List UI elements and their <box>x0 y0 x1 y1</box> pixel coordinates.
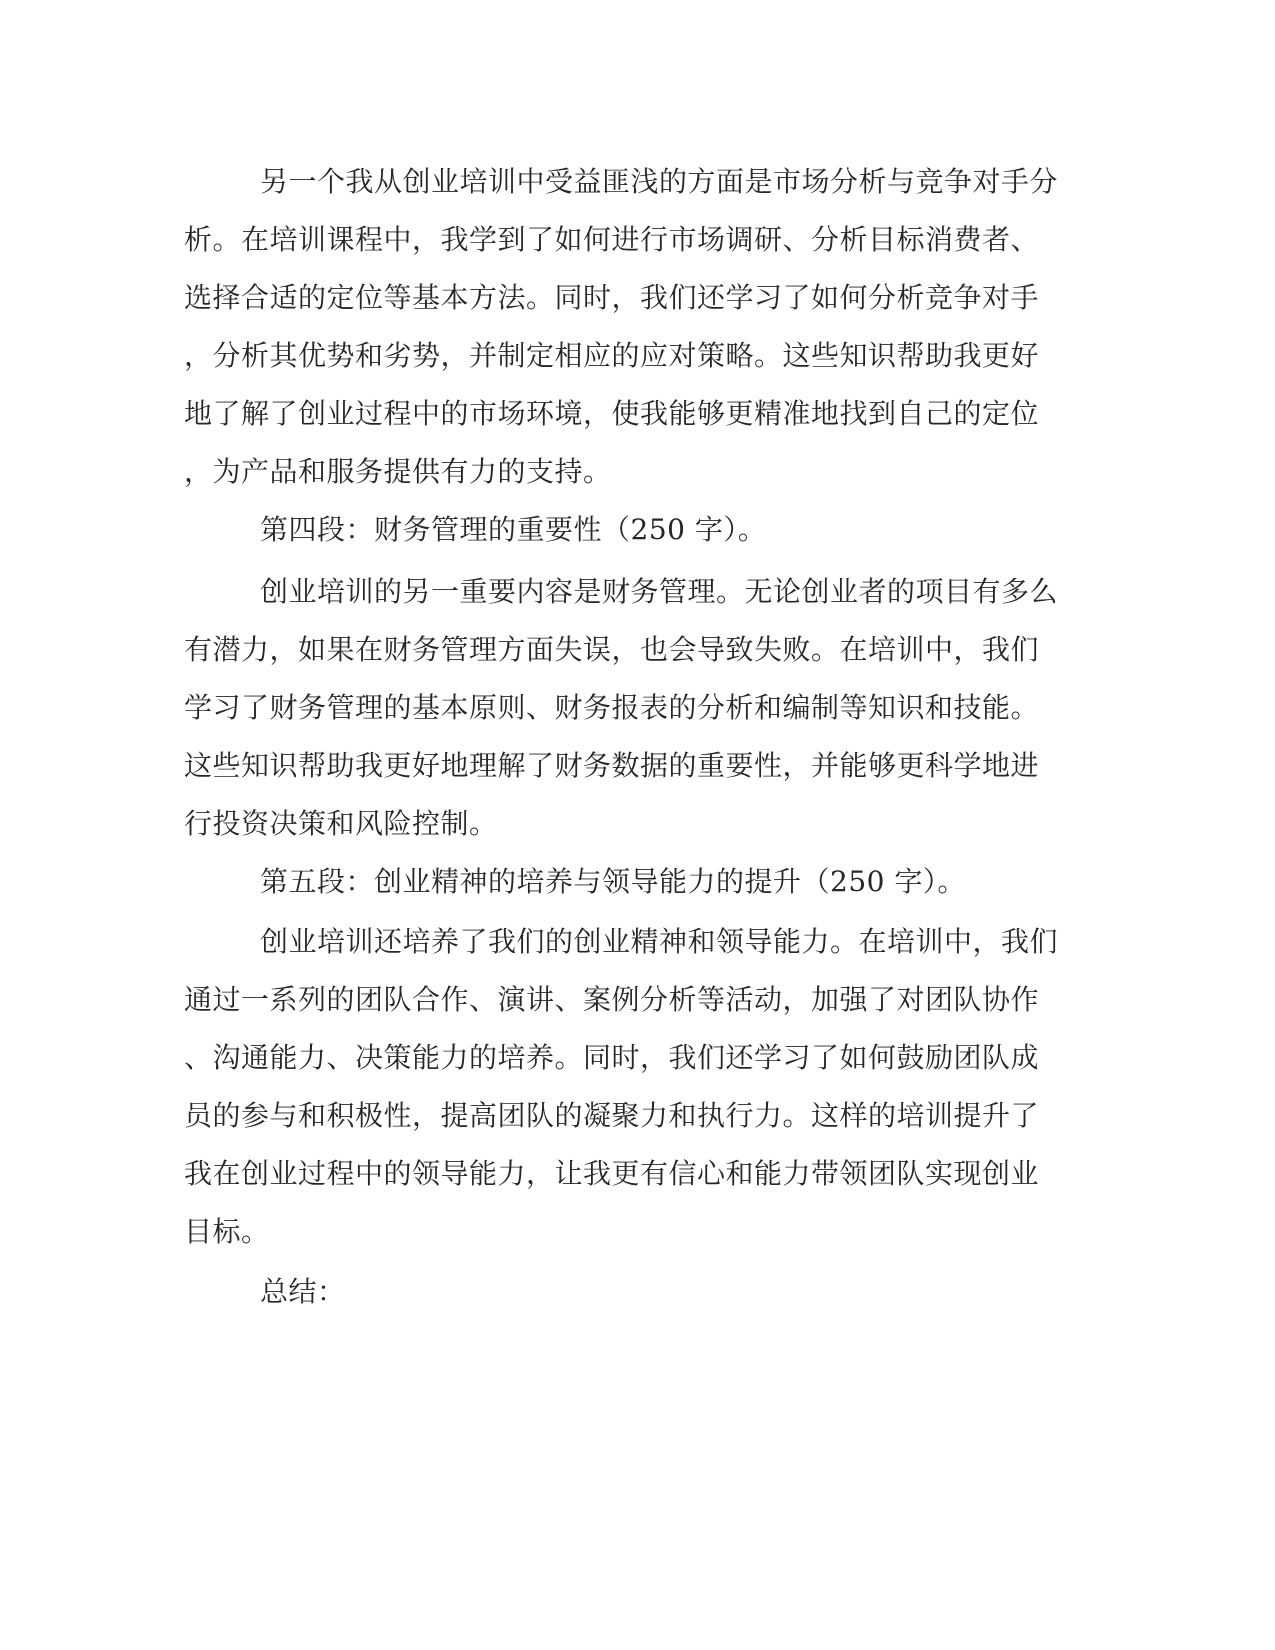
paragraph-line: 、沟通能力、决策能力的培养。同时，我们还学习了如何鼓励团队成 <box>184 1041 1040 1074</box>
paragraph-line: 员的参与和积极性，提高团队的凝聚力和执行力。这样的培训提升了 <box>184 1099 1040 1132</box>
section-heading: 第五段：创业精神的培养与领导能力的提升（250 字）。 <box>260 865 966 898</box>
summary-heading: 总结： <box>260 1275 346 1308</box>
paragraph-line: 创业培训的另一重要内容是财务管理。无论创业者的项目有多么 <box>260 575 1059 608</box>
paragraph-line: 选择合适的定位等基本方法。同时，我们还学习了如何分析竞争对手 <box>184 281 1040 314</box>
paragraph-line: 创业培训还培养了我们的创业精神和领导能力。在培训中，我们 <box>260 925 1059 958</box>
paragraph-line: ，为产品和服务提供有力的支持。 <box>184 455 612 488</box>
paragraph-line: 通过一系列的团队合作、演讲、案例分析等活动，加强了对团队协作 <box>184 983 1040 1016</box>
paragraph-line: 这些知识帮助我更好地理解了财务数据的重要性，并能够更科学地进 <box>184 749 1040 782</box>
paragraph-line: 另一个我从创业培训中受益匪浅的方面是市场分析与竞争对手分 <box>260 165 1059 198</box>
paragraph-line: 我在创业过程中的领导能力，让我更有信心和能力带领团队实现创业 <box>184 1157 1040 1190</box>
section-heading: 第四段：财务管理的重要性（250 字）。 <box>260 513 767 546</box>
paragraph-line: 学习了财务管理的基本原则、财务报表的分析和编制等知识和技能。 <box>184 691 1040 724</box>
paragraph-line: 有潜力，如果在财务管理方面失误，也会导致失败。在培训中，我们 <box>184 633 1040 666</box>
paragraph-line: 析。在培训课程中，我学到了如何进行市场调研、分析目标消费者、 <box>184 223 1040 256</box>
paragraph-line: 行投资决策和风险控制。 <box>184 807 498 840</box>
paragraph-line: 地了解了创业过程中的市场环境，使我能够更精准地找到自己的定位 <box>184 397 1040 430</box>
paragraph-line: 目标。 <box>184 1215 270 1248</box>
paragraph-line: ，分析其优势和劣势，并制定相应的应对策略。这些知识帮助我更好 <box>184 339 1040 372</box>
